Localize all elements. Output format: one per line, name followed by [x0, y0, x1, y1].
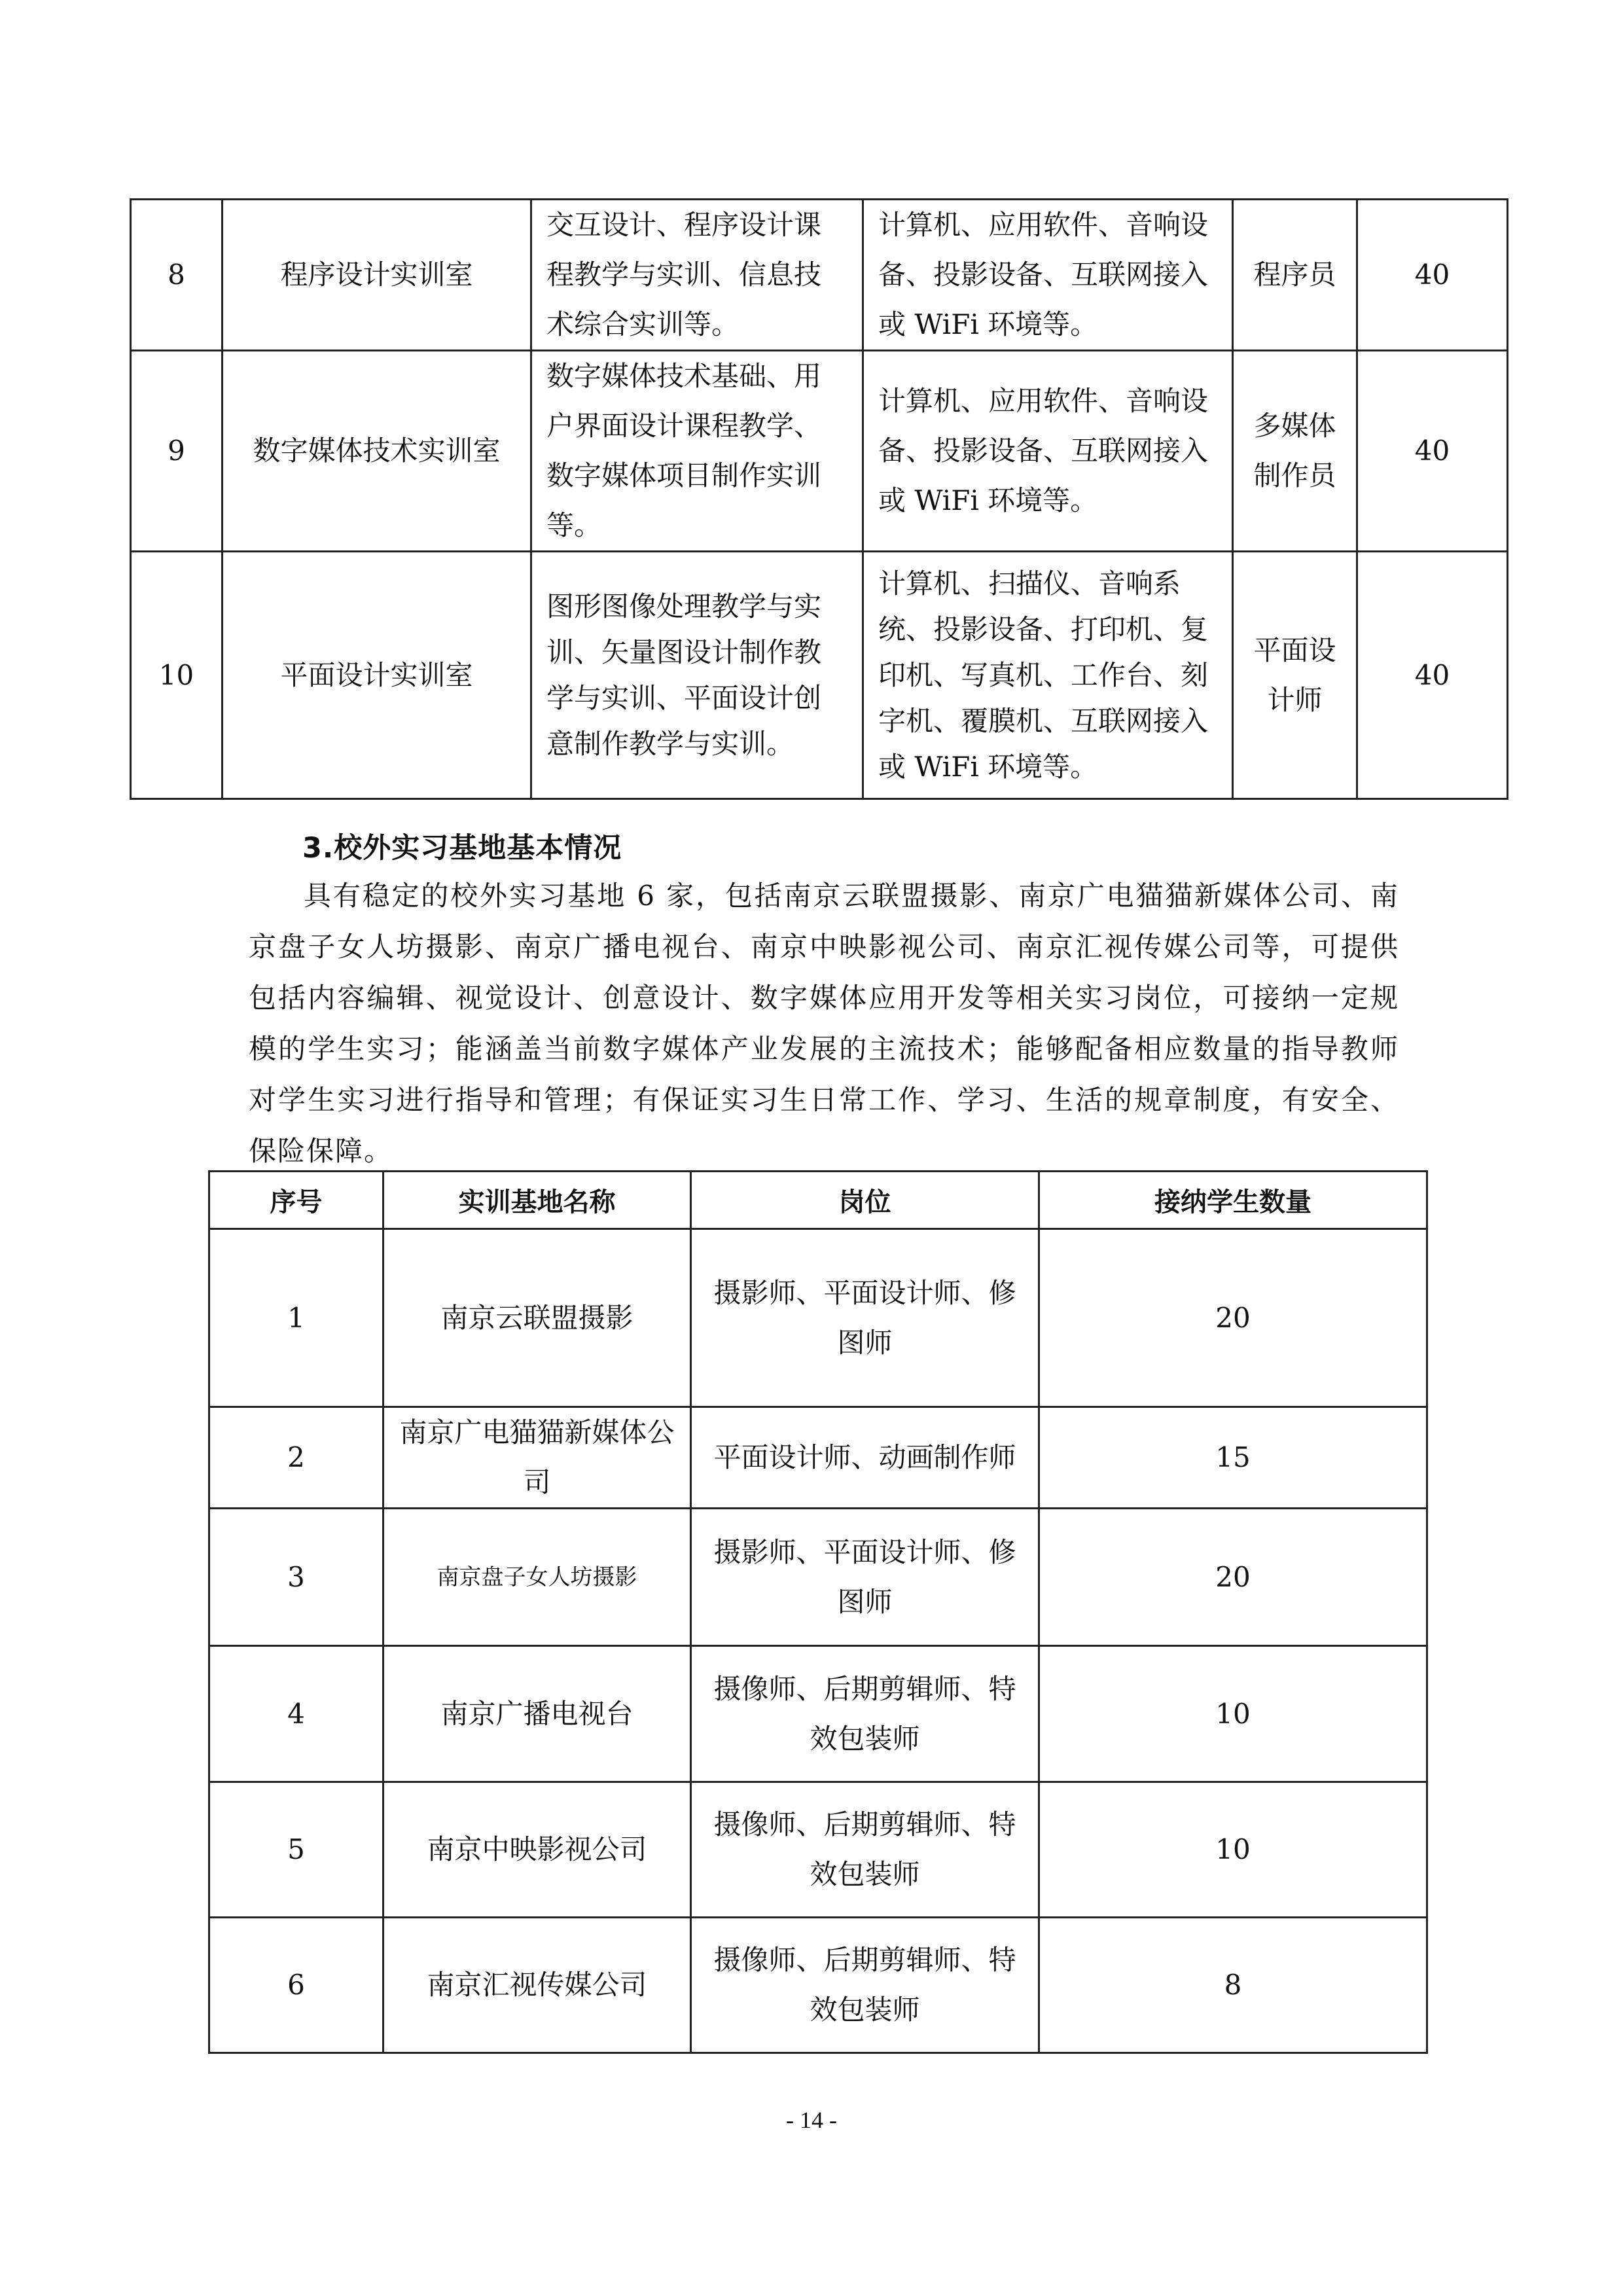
table-row: [209, 1782, 1427, 1918]
base-no: 4: [209, 1646, 383, 1782]
labs-table: [130, 198, 1508, 800]
table-row: [209, 1509, 1427, 1646]
header-job: 岗位: [691, 1172, 1039, 1229]
header-count: 接纳学生数量: [1039, 1172, 1427, 1229]
lab-job: 多媒体制作员: [1233, 351, 1357, 552]
base-no: 3: [209, 1509, 383, 1646]
lab-function: 数字媒体技术基础、用户界面设计课程教学、数字媒体项目制作实训等。: [531, 351, 863, 552]
header-no: 序号: [209, 1172, 383, 1229]
lab-name: 数字媒体技术实训室: [223, 351, 531, 552]
base-job: 摄像师、后期剪辑师、特效包装师: [691, 1782, 1039, 1918]
base-job: 摄像师、后期剪辑师、特效包装师: [691, 1918, 1039, 2053]
base-name: 南京汇视传媒公司: [383, 1918, 691, 2053]
lab-function: 交互设计、程序设计课程教学与实训、信息技术综合实训等。: [531, 200, 863, 351]
section-heading: 3.校外实习基地基本情况: [302, 832, 622, 865]
table-row: [209, 1918, 1427, 2053]
lab-job: 平面设计师: [1233, 552, 1357, 799]
base-name: 南京广电猫猫新媒体公司: [383, 1407, 691, 1509]
lab-name: 平面设计实训室: [223, 552, 531, 799]
lab-no: 9: [131, 351, 223, 552]
page-number: - 14 -: [786, 2107, 837, 2133]
base-name: 南京盘子女人坊摄影: [383, 1509, 691, 1646]
base-job: 摄影师、平面设计师、修图师: [691, 1229, 1039, 1407]
lab-no: 8: [131, 200, 223, 351]
table-row: [131, 200, 1508, 351]
table-row: [209, 1646, 1427, 1782]
lab-capacity: 40: [1357, 552, 1508, 799]
lab-no: 10: [131, 552, 223, 799]
table-row: [131, 351, 1508, 552]
base-count: 8: [1039, 1918, 1427, 2053]
base-no: 2: [209, 1407, 383, 1509]
base-name: 南京广播电视台: [383, 1646, 691, 1782]
base-job: 摄影师、平面设计师、修图师: [691, 1509, 1039, 1646]
base-count: 20: [1039, 1509, 1427, 1646]
lab-equipment: 计算机、扫描仪、音响系统、投影设备、打印机、复印机、写真机、工作台、刻字机、覆膜机、互联网接入或 WiFi 环境等。: [863, 552, 1233, 799]
section-paragraph: 具有稳定的校外实习基地 6 家，包括南京云联盟摄影、南京广电猫猫新媒体公司、南京盘子女人坊摄影、南京广播电视台、南京中映影视公司、南京汇视传媒公司等，可提供包括内容编辑、视觉设计、创意设计、数字媒体应用开发等相关实习岗位，可接纳一定规模的学生实习；能涵盖当前数字媒体产业发展的主流技术；能够配备相应数量的指导教师对学生实习进行指导和管理；有保证实习生日常工作、学习、生活的规章制度，有安全、保险保障。: [249, 880, 1399, 1167]
base-name: 南京云联盟摄影: [383, 1229, 691, 1407]
base-count: 20: [1039, 1229, 1427, 1407]
base-count: 15: [1039, 1407, 1427, 1509]
base-count: 10: [1039, 1646, 1427, 1782]
lab-name: 程序设计实训室: [223, 200, 531, 351]
base-name: 南京中映影视公司: [383, 1782, 691, 1918]
base-job: 摄像师、后期剪辑师、特效包装师: [691, 1646, 1039, 1782]
header-name: 实训基地名称: [383, 1172, 691, 1229]
base-no: 5: [209, 1782, 383, 1918]
bases-table: [208, 1170, 1428, 2054]
lab-job: 程序员: [1233, 200, 1357, 351]
table-row: [209, 1229, 1427, 1407]
table-row: [209, 1407, 1427, 1509]
base-job: 平面设计师、动画制作师: [691, 1407, 1039, 1509]
base-no: 1: [209, 1229, 383, 1407]
table-row: [131, 552, 1508, 799]
lab-capacity: 40: [1357, 200, 1508, 351]
lab-capacity: 40: [1357, 351, 1508, 552]
base-no: 6: [209, 1918, 383, 2053]
lab-equipment: 计算机、应用软件、音响设备、投影设备、互联网接入或 WiFi 环境等。: [863, 351, 1233, 552]
table-header-row: [209, 1172, 1427, 1229]
base-count: 10: [1039, 1782, 1427, 1918]
lab-function: 图形图像处理教学与实训、矢量图设计制作教学与实训、平面设计创意制作教学与实训。: [531, 552, 863, 799]
lab-equipment: 计算机、应用软件、音响设备、投影设备、互联网接入或 WiFi 环境等。: [863, 200, 1233, 351]
